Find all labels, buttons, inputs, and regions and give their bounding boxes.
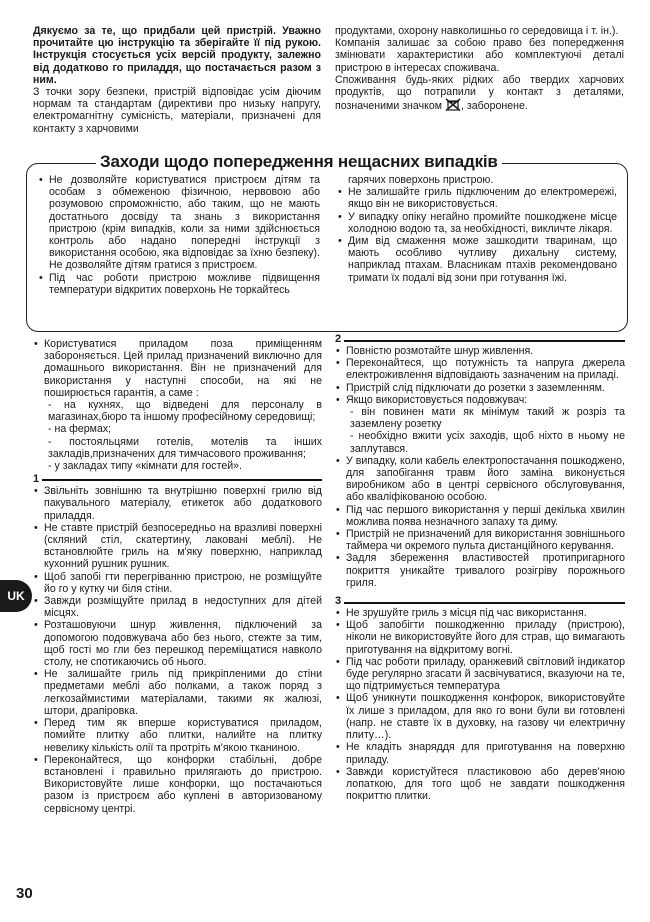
section2-item: • Пристрій не призначений для використання зовнішнього таймера чи окремого пульта дистанційного керування. [335, 528, 625, 552]
section2-item: • Переконайтеся, що потужність та напруга джерела електроживлення відповідають зазначеним на приладі. [335, 357, 625, 381]
usage-sub-kitchens: - на кухнях, що відведені для персоналу в магазинах,бюро та іншому професійному середовищі; [48, 399, 322, 424]
left-column [33, 338, 322, 815]
safety-hot-surfaces-continued: гарячих поверхонь пристрою. [348, 174, 494, 186]
intro-thanks: Дякуємо за те, що придбали цей пристрій. Уважно прочитайте цю інструкцію та зберігайте її під рукою. Інструкція стосується усіх версій продукту, залежно від додатково го приладдя, що постачається разом з ним. [33, 25, 321, 86]
section-1-header [33, 473, 322, 485]
safety-right-column [337, 174, 617, 284]
section2-item: • Повністю розмотайте шнур живлення. [335, 345, 625, 357]
usage-sub-farms: - на фермах; [48, 423, 112, 436]
section-3-rule [335, 602, 625, 604]
section2-item-extension: • Якщо використовується подовжувач: - він повинен мати як мінімум такий ж розріз та заземлену розетку - необхідно вжити усіх заходів, щоб ніхто в ньому не заплутався. [335, 394, 625, 455]
section2-item: • Задля збереження властивостей протипригарного покриття уникайте тривалого розігріву порожнього гриля. [335, 552, 625, 589]
usage-restrictions-item: • Користуватися приладом поза приміщенням забороняється. Цей прилад призначений виключно для домашнього використання. Він не призначений для використання у наступні способи, на які не поширюється гарантія, а саме : - на кухнях, що відведені для персоналу в магазинах,бюро та іншому професійному середовищі; - на фермах; - постояльцями готелів, мотелів та інших закладів,призначених для тимчасового проживання; - у закладах типу «кімнати для гостей». [33, 338, 322, 472]
safety-item-burns: • У випадку опіку негайно промийте пошкоджене місце холодною водою та, за необхідності, викличте лікаря. [337, 211, 617, 235]
section1-item: • Завжди розміщуйте прилад в недоступних для дітей місцях. [33, 595, 322, 619]
intro-safety-continued: продуктами, охорону навколишньо го середовища і т. ін.). [335, 25, 619, 37]
section1-item: • Звільніть зовнішню та внутрішню поверхні грилю від пакувального матеріалу, етикеток або додаткового приладдя. [33, 485, 322, 522]
section1-item: • Щоб запобі гти перегріванню пристрою, не розміщуйте йо го у кутку чи біля стіни. [33, 571, 322, 595]
section1-item: • Не залишайте гриль під прикріпленими до стіни предметами меблі або полками, а також поряд з легкозаймистими матеріалами, такими як жалюзі, штори, драпіровка. [33, 668, 322, 717]
section-1-number: 1 [33, 473, 42, 485]
extension-sub-tangle: - необхідно вжити усіх заходів, щоб ніхто в ньому не заплутався. [350, 430, 625, 455]
safety-item-unplug: • Не залишайте гриль підключеним до електромережі, якщо він не використовується. [337, 186, 617, 210]
section3-item: • Під час роботи приладу, оранжевий світловий індикатор буде регулярно згасати й засвічуватися, вказуючи на те, що підтримується температура [335, 656, 625, 693]
intro-right [335, 25, 624, 112]
safety-left-column [38, 174, 320, 296]
section3-item: • Щоб запобігти пошкодженню приладу (пристрою), ніколи не використовуйте його для страв, що вимагають приготування на відкритому вогні. [335, 619, 625, 656]
intro-safety-paragraph: З точки зору безпеки, пристрій відповідає усім діючим нормам та стандартам (директиви про низьку напругу, електромагнітну сумісність, матеріали, призначені для контакту з харчовими [33, 86, 321, 135]
safety-item-hot-surfaces: • Під час роботи пристрою можливе підвищення температури відкритих поверхонь Не торкайтесь [38, 272, 320, 296]
section1-item: • Не ставте пристрій безпосередньо на вразливі поверхні (скляний стіл, скатертину, лаковані меблі). Не встановлюйте гриль на м'яку поверхню, наприклад кухонний рушник рушник. [33, 522, 322, 571]
section-2-rule [335, 340, 625, 342]
crossed-out-bin-icon [445, 98, 461, 111]
safety-box-title: Заходи щодо попередження нещасних випадків [96, 152, 502, 172]
section-2-number: 2 [335, 333, 344, 345]
section-3-number: 3 [335, 595, 344, 607]
section3-item: • Не кладіть знаряддя для приготування на поверхню приладу. [335, 741, 625, 765]
section3-item: • Завжди користуйтеся пластиковою або дерев'яною лопаткою, для того щоб не завдати пошкодження покриттю плитки. [335, 766, 625, 803]
right-column [335, 333, 625, 802]
section1-item: • Розташовуючи шнур живлення, підключений за допомогою подовжувача або без нього, стежте за тим, щоб гості мо гли без перешкод переміщатися навколо столу, не спотикаючись об нього. [33, 619, 322, 668]
section-3-header [335, 595, 625, 607]
section1-item: • Перед тим як вперше користуватися приладом, помийте плитку або плитки, налийте на плитку невелику кількість олії та протріть м'якою тканиною. [33, 717, 322, 754]
usage-sub-hotels: - постояльцями готелів, мотелів та інших закладів,призначених для тимчасового проживання; [48, 435, 322, 460]
intro-food-contact-paragraph: Споживання будь-яких рідких або твердих харчових продуктів, що потрапили у контакт з деталями, позначеними значком , заборонене. [335, 73, 624, 113]
language-tab-uk: UK [0, 580, 32, 612]
intro-rights-paragraph: Компанія залишає за собою право без попередження змінювати характеристики або комплектуючі деталі пристрою в інтересах споживача. [335, 37, 624, 74]
safety-item-smoke-birds: • Дим від смаження може зашкодити тваринам, що мають особливо чутливу дихальну систему, наприклад птахам. Власникам птахів рекомендовано тримати їх подалі від зони при готування їжі. [337, 235, 617, 284]
intro-left [33, 25, 321, 135]
section3-item: • Щоб уникнути пошкодження конфорок, використовуйте їх лише з приладом, для яко го вони були ви готовлені (напр. не ставте їх в духовку, на газову чи електричну плиту…). [335, 692, 625, 741]
section3-item: • Не зрушуйте гриль з місця під час використання. [335, 607, 625, 619]
extension-sub-gauge: - він повинен мати як мінімум такий ж розріз та заземлену розетку [350, 406, 625, 431]
safety-item-children: • Не дозволяйте користуватися пристроєм дітям та особам з обмеженою фізичною, нервовою або розумовою спроможністю, або таким, що не мають достатнього досвіду та знань з використання пристрою (крім випадків, коли за ними здійснюється контроль або надано попередні інструкції з використання особою, яка відповідає за їхню безпеку). Не дозволяйте дітям гратися з пристроєм. [38, 174, 320, 272]
section-1-rule [33, 479, 322, 481]
section1-item: • Переконайтеся, що конфорки стабільні, добре встановлені і правильно прилягають до пристрою. Використовуйте лише конфорки, що постачаються разом із пристроєм або куплені в авторизованому сервісному центрі. [33, 754, 322, 815]
section2-item: • Під час першого використання у перші декілька хвилин можлива поява незначного запаху та диму. [335, 504, 625, 528]
page-number: 30 [16, 885, 33, 902]
usage-sub-guest-rooms: - у закладах типу «кімнати для гостей». [48, 460, 242, 473]
section-2-header [335, 333, 625, 345]
section2-item: • Пристрій слід підключати до розетки з заземленням. [335, 382, 625, 394]
section2-item: • У випадку, коли кабель електропостачання пошкоджено, для запобігання травм його заміна виконується виробником або в центрі сервісного обслуговування, або кваліфікованою особою. [335, 455, 625, 504]
